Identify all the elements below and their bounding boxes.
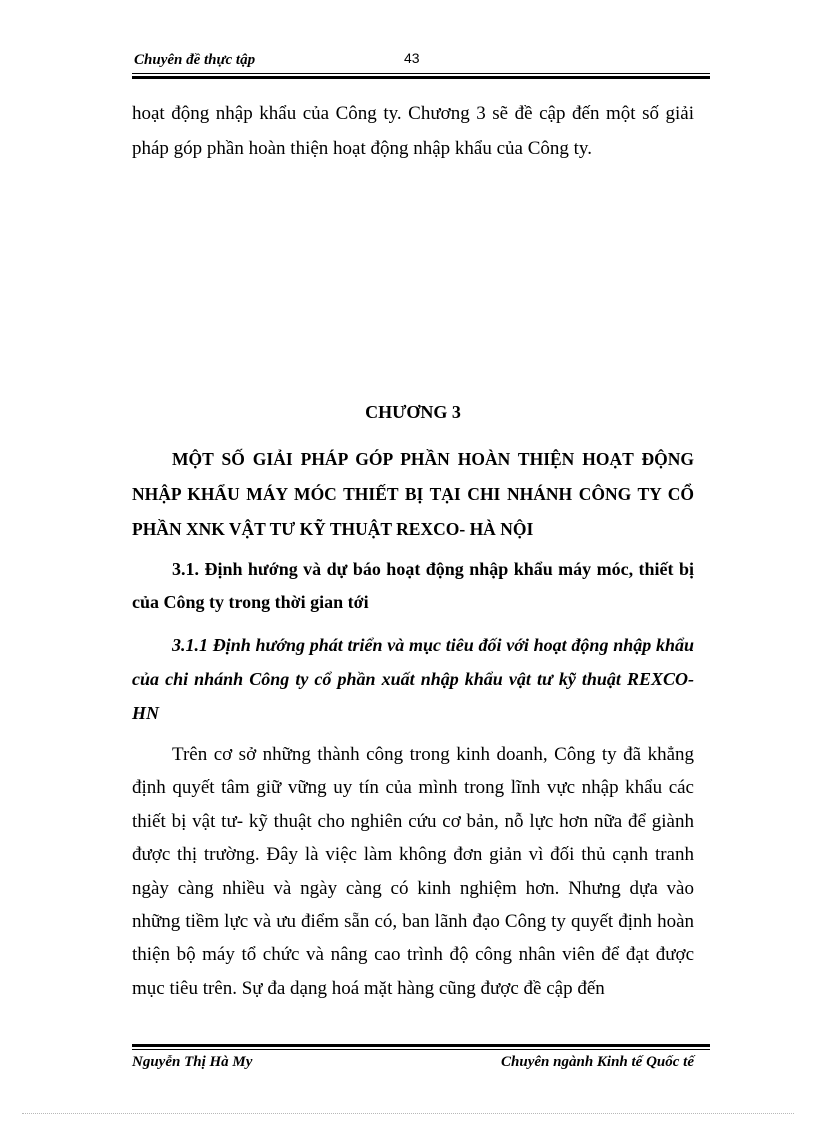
chapter-title: MỘT SỐ GIẢI PHÁP GÓP PHẦN HOÀN THIỆN HOẠT ĐỘNG NHẬP KHẨU MÁY MÓC THIẾT BỊ TẠI CHI NHÁNH CÔNG TY CỔ PHẦN XNK VẬT TƯ KỸ THUẬT REXCO- HÀ NỘI	[132, 449, 694, 539]
page-number: 43	[404, 50, 420, 66]
header-title: Chuyên đề thực tập	[134, 52, 256, 68]
continued-paragraph: hoạt động nhập khẩu của Công ty. Chương 3 sẽ đề cập đến một số giải pháp góp phần hoàn thiện hoạt động nhập khẩu của Công ty.	[132, 103, 694, 159]
page-footer	[132, 1044, 710, 1084]
page-bottom-dotted-line	[22, 1113, 794, 1114]
section-heading-3-1: 3.1. Định hướng và dự báo hoạt động nhập khẩu máy móc, thiết bị của Công ty trong thời gian tới	[132, 559, 694, 612]
section-heading-3-1-1: 3.1.1 Định hướng phát triển và mục tiêu đối với hoạt động nhập khẩu của chi nhánh Công ty cổ phần xuất nhập khẩu vật tư kỹ thuật REXCO- HN	[132, 635, 694, 723]
footer-author: Nguyễn Thị Hà My	[132, 1054, 253, 1070]
header-rule-thin	[132, 73, 710, 74]
footer-major: Chuyên ngành Kinh tế Quốc tế	[501, 1054, 694, 1070]
footer-rule-thin	[132, 1049, 710, 1050]
page-header	[132, 52, 710, 78]
body-paragraph: Trên cơ sở những thành công trong kinh doanh, Công ty đã khẳng định quyết tâm giữ vững uy tín của mình trong lĩnh vực nhập khẩu các thiết bị vật tư- kỹ thuật cho nghiên cứu cơ bản, nỗ lực hơn nữa để giành được thị trường. Đây là việc làm không đơn giản vì đối thủ cạnh tranh ngày càng nhiều và ngày càng có kinh nghiệm hơn. Nhưng dựa vào những tiềm lực và ưu điểm sẵn có, ban lãnh đạo Công ty quyết định hoàn thiện bộ máy tổ chức và nâng cao trình độ công nhân viên để đạt được mục tiêu trên. Sự đa dạng hoá mặt hàng cũng được đề cập đến	[132, 744, 694, 999]
header-rule-thick	[132, 76, 710, 79]
chapter-label: CHƯƠNG 3	[365, 402, 461, 422]
footer-rule-thick	[132, 1044, 710, 1047]
